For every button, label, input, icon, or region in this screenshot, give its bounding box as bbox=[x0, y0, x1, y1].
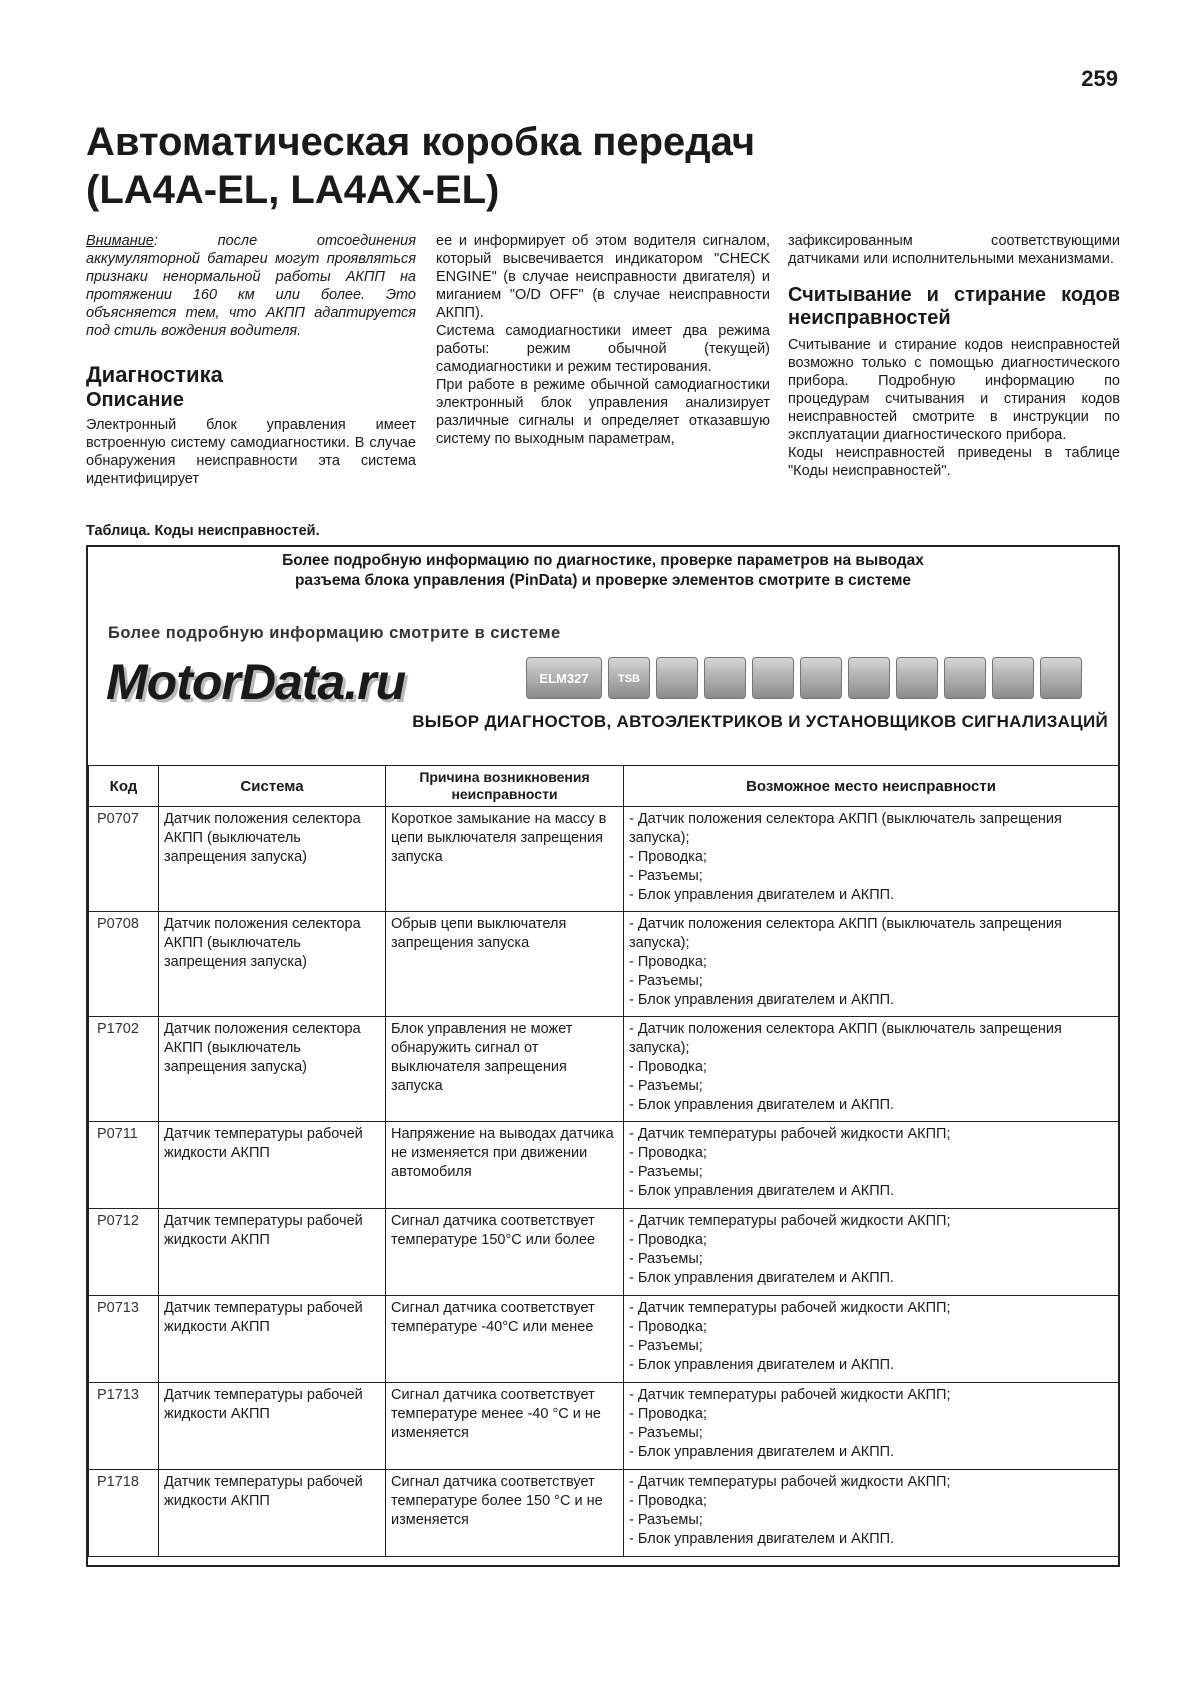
page-title bbox=[86, 118, 1126, 214]
header-cause: Причина возникновения неисправности bbox=[386, 766, 624, 807]
table-row bbox=[89, 1209, 1119, 1296]
location-item: - Разъемы; bbox=[629, 1512, 703, 1528]
cell-location bbox=[624, 1296, 1119, 1383]
cell-cause: Сигнал датчика соответствует температуре -40°С или менее bbox=[386, 1296, 624, 1383]
header-code: Код bbox=[89, 766, 159, 807]
title-line-2: (LA4A-EL, LA4AX-EL) bbox=[86, 168, 500, 212]
table-row bbox=[89, 1383, 1119, 1470]
col3-paragraph-1: зафиксированным соответствующими датчиками или исполнительными механизмами. bbox=[788, 233, 1120, 267]
location-item: - Блок управления двигателем и АКПП. bbox=[629, 1270, 895, 1286]
cell-system: Датчик положения селектора АКПП (выключатель запрещения запуска) bbox=[159, 912, 386, 1017]
attention-label: Внимание bbox=[86, 233, 154, 249]
banner-more-info: Более подробную информацию смотрите в системе bbox=[108, 624, 561, 642]
table-row bbox=[89, 1470, 1119, 1557]
book-icon bbox=[752, 657, 794, 699]
title-line-1: Автоматическая коробка передач bbox=[86, 120, 756, 164]
location-item: - Блок управления двигателем и АКПП. bbox=[629, 1444, 895, 1460]
location-item: - Разъемы; bbox=[629, 1338, 703, 1354]
location-item: - Датчик температуры рабочей жидкости АКПП; bbox=[629, 1126, 951, 1142]
col3-paragraph-3: Коды неисправностей приведены в таблице "Коды неисправностей". bbox=[788, 445, 1120, 479]
location-item: - Блок управления двигателем и АКПП. bbox=[629, 1183, 895, 1199]
location-item: - Блок управления двигателем и АКПП. bbox=[629, 992, 895, 1008]
location-item: - Разъемы; bbox=[629, 1251, 703, 1267]
cell-system: Датчик температуры рабочей жидкости АКПП bbox=[159, 1209, 386, 1296]
location-item: - Проводка; bbox=[629, 849, 707, 865]
table-body bbox=[89, 807, 1119, 1557]
fuse-icon bbox=[896, 657, 938, 699]
location-item: - Датчик положения селектора АКПП (выключатель запрещения запуска); bbox=[629, 1021, 1062, 1056]
fault-codes-table-frame bbox=[86, 545, 1120, 1567]
cell-location bbox=[624, 912, 1119, 1017]
location-item: - Датчик температуры рабочей жидкости АКПП; bbox=[629, 1474, 951, 1490]
cell-system: Датчик положения селектора АКПП (выключатель запрещения запуска) bbox=[159, 807, 386, 912]
location-item: - Датчик положения селектора АКПП (выключатель запрещения запуска); bbox=[629, 916, 1062, 951]
banner-top-line-1: Более подробную информацию по диагностике, проверке параметров на выводах bbox=[282, 552, 924, 569]
column-3 bbox=[788, 232, 1120, 480]
cell-cause: Обрыв цепи выключателя запрещения запуска bbox=[386, 912, 624, 1017]
section-heading-diagnostics: Диагностика bbox=[86, 362, 223, 387]
col2-paragraph-2: Система самодиагностики имеет два режима работы: режим обычной (текущей) самодиагностики и режим тестирования. bbox=[436, 323, 770, 375]
car-icon bbox=[848, 657, 890, 699]
cell-cause: Сигнал датчика соответствует температуре более 150 °С и не изменяется bbox=[386, 1470, 624, 1557]
motordata-logo: MotorData.ru bbox=[106, 654, 406, 710]
col1-paragraph: Электронный блок управления имеет встроенную систему самодиагностики. В случае обнаружения неисправности эта система идентифицирует bbox=[86, 417, 416, 487]
location-item: - Проводка; bbox=[629, 1319, 707, 1335]
cell-location bbox=[624, 1122, 1119, 1209]
cell-system: Датчик температуры рабочей жидкости АКПП bbox=[159, 1296, 386, 1383]
tsb-icon: TSB bbox=[608, 657, 650, 699]
location-item: - Разъемы; bbox=[629, 868, 703, 884]
table-header-row bbox=[89, 766, 1119, 807]
cell-location bbox=[624, 1470, 1119, 1557]
gear-icon bbox=[704, 657, 746, 699]
cell-location bbox=[624, 807, 1119, 912]
text-columns bbox=[86, 232, 1120, 522]
table-row bbox=[89, 807, 1119, 912]
col2-paragraph-3: При работе в режиме обычной самодиагностики электронный блок управления анализирует различные сигналы и определяет отказавшую систему по выходным параметрам, bbox=[436, 377, 770, 447]
cell-system: Датчик температуры рабочей жидкости АКПП bbox=[159, 1470, 386, 1557]
location-item: - Разъемы; bbox=[629, 1078, 703, 1094]
header-system: Система bbox=[159, 766, 386, 807]
cell-system: Датчик температуры рабочей жидкости АКПП bbox=[159, 1383, 386, 1470]
location-item: - Проводка; bbox=[629, 1493, 707, 1509]
cell-cause: Сигнал датчика соответствует температуре 150°С или более bbox=[386, 1209, 624, 1296]
cell-system: Датчик положения селектора АКПП (выключатель запрещения запуска) bbox=[159, 1017, 386, 1122]
col3-paragraph-2: Считывание и стирание кодов неисправностей возможно только с помощью диагностического прибора. Подробную информацию по процедурам считывания и стирания кодов неисправностей смотрите в инструкции по эксплуатации диагностического прибора. bbox=[788, 337, 1120, 443]
cell-cause: Сигнал датчика соответствует температуре менее -40 °С и не изменяется bbox=[386, 1383, 624, 1470]
col2-paragraph-1: ее и информирует об этом водителя сигналом, который высвечивается индикатором "CHECK ENGINE" (в случае неисправности двигателя) и миганием "O/D OFF" (в случае неисправности АКПП). bbox=[436, 233, 770, 321]
cell-cause: Короткое замыкание на массу в цепи выключателя запрещения запуска bbox=[386, 807, 624, 912]
wiring-icon bbox=[656, 657, 698, 699]
cell-location bbox=[624, 1017, 1119, 1122]
banner-icon-strip bbox=[526, 657, 1106, 701]
location-item: - Разъемы; bbox=[629, 973, 703, 989]
cell-code: P1713 bbox=[89, 1383, 159, 1470]
fault-codes-table bbox=[88, 765, 1119, 1557]
column-2 bbox=[436, 232, 770, 448]
cell-location bbox=[624, 1383, 1119, 1470]
location-item: - Проводка; bbox=[629, 954, 707, 970]
location-item: - Проводка; bbox=[629, 1232, 707, 1248]
page-number: 259 bbox=[1081, 66, 1118, 91]
cell-code: P0712 bbox=[89, 1209, 159, 1296]
location-item: - Датчик температуры рабочей жидкости АКПП; bbox=[629, 1213, 951, 1229]
cell-code: P0707 bbox=[89, 807, 159, 912]
cell-code: P0713 bbox=[89, 1296, 159, 1383]
location-item: - Блок управления двигателем и АКПП. bbox=[629, 1531, 895, 1547]
location-item: - Блок управления двигателем и АКПП. bbox=[629, 887, 895, 903]
table-row bbox=[89, 912, 1119, 1017]
chip-icon bbox=[800, 657, 842, 699]
location-item: - Датчик положения селектора АКПП (выключатель запрещения запуска); bbox=[629, 811, 1062, 846]
section-heading-codes: Считывание и стирание кодов неисправностей bbox=[788, 284, 1120, 329]
banner-top-line-2: разъема блока управления (PinData) и проверке элементов смотрите в системе bbox=[294, 572, 912, 589]
location-item: - Проводка; bbox=[629, 1406, 707, 1422]
banner-top-text bbox=[88, 551, 1118, 591]
location-item: - Разъемы; bbox=[629, 1164, 703, 1180]
location-item: - Датчик температуры рабочей жидкости АКПП; bbox=[629, 1300, 951, 1316]
location-item: - Проводка; bbox=[629, 1145, 707, 1161]
banner-choice-text: ВЫБОР ДИАГНОСТОВ, АВТОЭЛЕКТРИКОВ И УСТАНОВЩИКОВ СИГНАЛИЗАЦИЙ bbox=[412, 712, 1108, 731]
header-location: Возможное место неисправности bbox=[624, 766, 1119, 807]
location-item: - Проводка; bbox=[629, 1059, 707, 1075]
cell-code: P1718 bbox=[89, 1470, 159, 1557]
location-item: - Блок управления двигателем и АКПП. bbox=[629, 1357, 895, 1373]
location-item: - Датчик температуры рабочей жидкости АКПП; bbox=[629, 1387, 951, 1403]
diagram-icon bbox=[944, 657, 986, 699]
cell-system: Датчик температуры рабочей жидкости АКПП bbox=[159, 1122, 386, 1209]
cell-cause: Блок управления не может обнаружить сигнал от выключателя запрещения запуска bbox=[386, 1017, 624, 1122]
attention-note bbox=[86, 232, 416, 340]
table-row bbox=[89, 1122, 1119, 1209]
motordata-banner[interactable] bbox=[88, 547, 1118, 765]
cell-code: P0708 bbox=[89, 912, 159, 1017]
table-caption: Таблица. Коды неисправностей. bbox=[86, 523, 320, 539]
table-row bbox=[89, 1017, 1119, 1122]
attention-text: : после отсоединения аккумуляторной батареи могут проявляться признаки ненормальной работы АКПП на протяжении 160 км или более. Это объясняется тем, что АКПП адаптируется под стиль вождения водителя. bbox=[86, 233, 416, 339]
elm327-icon: ELM327 bbox=[526, 657, 602, 699]
table-row bbox=[89, 1296, 1119, 1383]
oil-icon bbox=[992, 657, 1034, 699]
cell-location bbox=[624, 1209, 1119, 1296]
location-item: - Разъемы; bbox=[629, 1425, 703, 1441]
cell-code: P0711 bbox=[89, 1122, 159, 1209]
column-1 bbox=[86, 232, 416, 488]
wheel-icon bbox=[1040, 657, 1082, 699]
cell-code: P1702 bbox=[89, 1017, 159, 1122]
location-item: - Блок управления двигателем и АКПП. bbox=[629, 1097, 895, 1113]
cell-cause: Напряжение на выводах датчика не изменяется при движении автомобиля bbox=[386, 1122, 624, 1209]
sub-heading-description: Описание bbox=[86, 389, 184, 411]
